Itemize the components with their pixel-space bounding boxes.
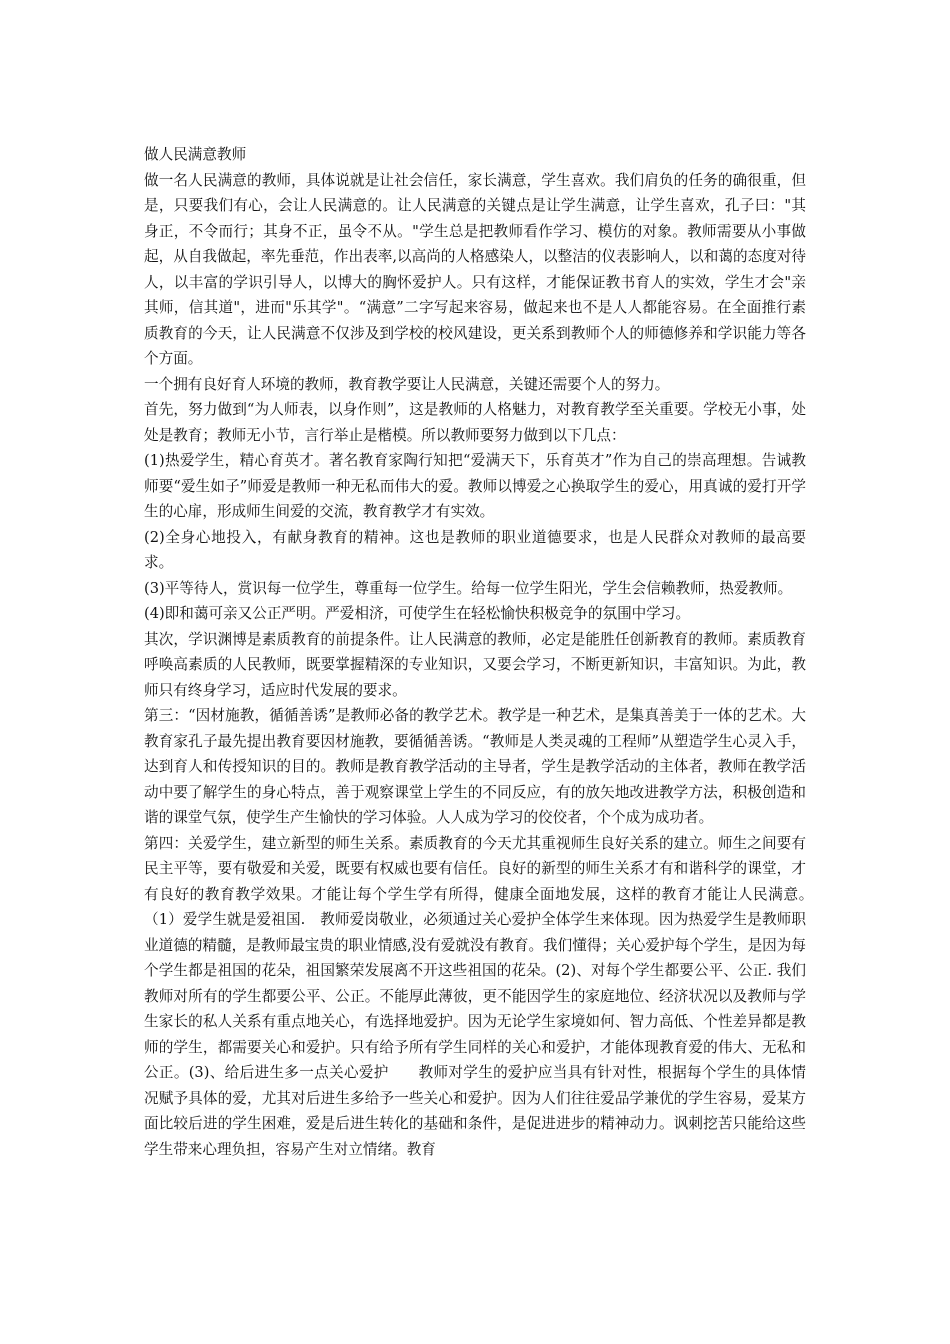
paragraph-second: 其次，学识渊博是素质教育的前提条件。让人民满意的教师，必定是能胜任创新教育的教师。素质教育呼唤高素质的人民教师，既要掌握精深的专业知识，又要会学习，不断更新知识，丰富知识。为此，教师只有终身学习，适应时代发展的要求。 <box>144 630 806 699</box>
paragraph-third: 第三：“因材施教，循循善诱”是教师必备的教学艺术。教学是一种艺术，是集真善美于一体的艺术。大教育家孔子最先提出教育要因材施教，要循循善诱。“教师是人类灵魂的工程师”从塑造学生心灵入手，达到育人和传授知识的目的。教师是教育教学活动的主导者，学生是教学活动的主体者，教师在教学活动中要了解学生的身心特点，善于观察课堂上学生的不同反应，有的放矢地改进教学方法，积极创造和谐的课堂气氛，使学生产生愉快的学习体验。人人成为学习的佼佼者，个个成为成功者。 <box>144 707 806 826</box>
paragraph-point-4: (4)即和蔼可亲又公正严明。严爱相济，可使学生在轻松愉快积极竞争的氛围中学习。 <box>144 605 691 622</box>
document-page <box>144 142 821 1162</box>
paragraph-point-3: (3)平等待人，赏识每一位学生，尊重每一位学生。给每一位学生阳光，学生会信赖教师，热爱教师。 <box>144 579 793 597</box>
paragraph-intro: 做一名人民满意的教师，具体说就是让社会信任，家长满意，学生喜欢。我们肩负的任务的确很重，但是，只要我们有心，会让人民满意的。让人民满意的关键点是让学生满意，让学生喜欢，孔子曰："其身正，不令而行；其身不正，虽令不从。"学生总是把教师看作学习、模仿的对象。教师需要从小事做起，从自我做起，率先垂范，作出表率,以高尚的人格感染人，以整洁的仪表影响人，以和蔼的态度对待人，以丰富的学识引导人，以博大的胸怀爱护人。只有这样，才能保证教书育人的实效，学生才会"亲其师，信其道"，进而"乐其学"。“满意”二字写起来容易，做起来也不是人人都能容易。在全面推行素质教育的今天，让人民满意不仅涉及到学校的校风建设，更关系到教师个人的师德修养和学识能力等各个方面。 <box>144 171 806 367</box>
paragraph-first: 首先，努力做到“为人师表，以身作则”，这是教师的人格魅力，对教育教学至关重要。学校无小事，处处是教育；教师无小节，言行举止是楷模。所以教师要努力做到以下几点： <box>144 401 806 444</box>
paragraph-point-1: (1)热爱学生，精心育英才。著名教育家陶行知把“爱满天下，乐育英才”作为自己的崇高理想。告诫教师要“爱生如子”师爱是教师一种无私而伟大的爱。教师以博爱之心换取学生的爱心，用真诚的爱打开学生的心扉，形成师生间爱的交流，教育教学才有实效。 <box>144 452 806 520</box>
paragraph-point-2: (2)全身心地投入，有献身教育的精神。这也是教师的职业道德要求，也是人民群众对教师的最高要求。 <box>144 528 806 571</box>
paragraph-fourth: 第四：关爱学生，建立新型的师生关系。素质教育的今天尤其重视师生良好关系的建立。师生之间要有民主平等，要有敬爱和关爱，既要有权威也要有信任。良好的新型的师生关系才有和谐科学的课堂，才有良好的教育教学效果。才能让每个学生学有所得，健康全面地发展，这样的教育才能让人民满意。 （1）爱学生就是爱祖国. 教师爱岗敬业，必须通过关心爱护全体学生来体现。因为热爱学生是教师职业道德的精髓，是教师最宝贵的职业情感,没有爱就没有教育。我们懂得；关心爱护每个学生，是因为每个学生都是祖国的花朵，祖国繁荣发展离不开这些祖国的花朵。(2)、对每个学生都要公平、公正. 我们教师对所有的学生都要公平、公正。不能厚此薄彼，更不能因学生的家庭地位、经济状况以及教师与学生家长的私人关系有重点地关心，有选择地爱护。因为无论学生家境如何、智力高低、个性差异都是教师的学生，都需要关心和爱护。只有给予所有学生同样的关心和爱护，才能体现教育爱的伟大、无私和公正。(3)、给后进生多一点关心爱护 教师对学生的爱护应当具有针对性，根据每个学生的具体情况赋予具体的爱，尤其对后进生多给予一些关心和爱护。因为人们往往爱品学兼优的学生容易，爱某方面比较后进的学生困难，爱是后进生转化的基础和条件，是促进进步的精神动力。讽刺挖苦只能给这些学生带来心理负担，容易产生对立情绪。教育 <box>144 834 821 1158</box>
document-title: 做人民满意教师 <box>144 146 247 163</box>
paragraph-environment: 一个拥有良好育人环境的教师，教育教学要让人民满意，关键还需要个人的努力。 <box>144 375 670 393</box>
